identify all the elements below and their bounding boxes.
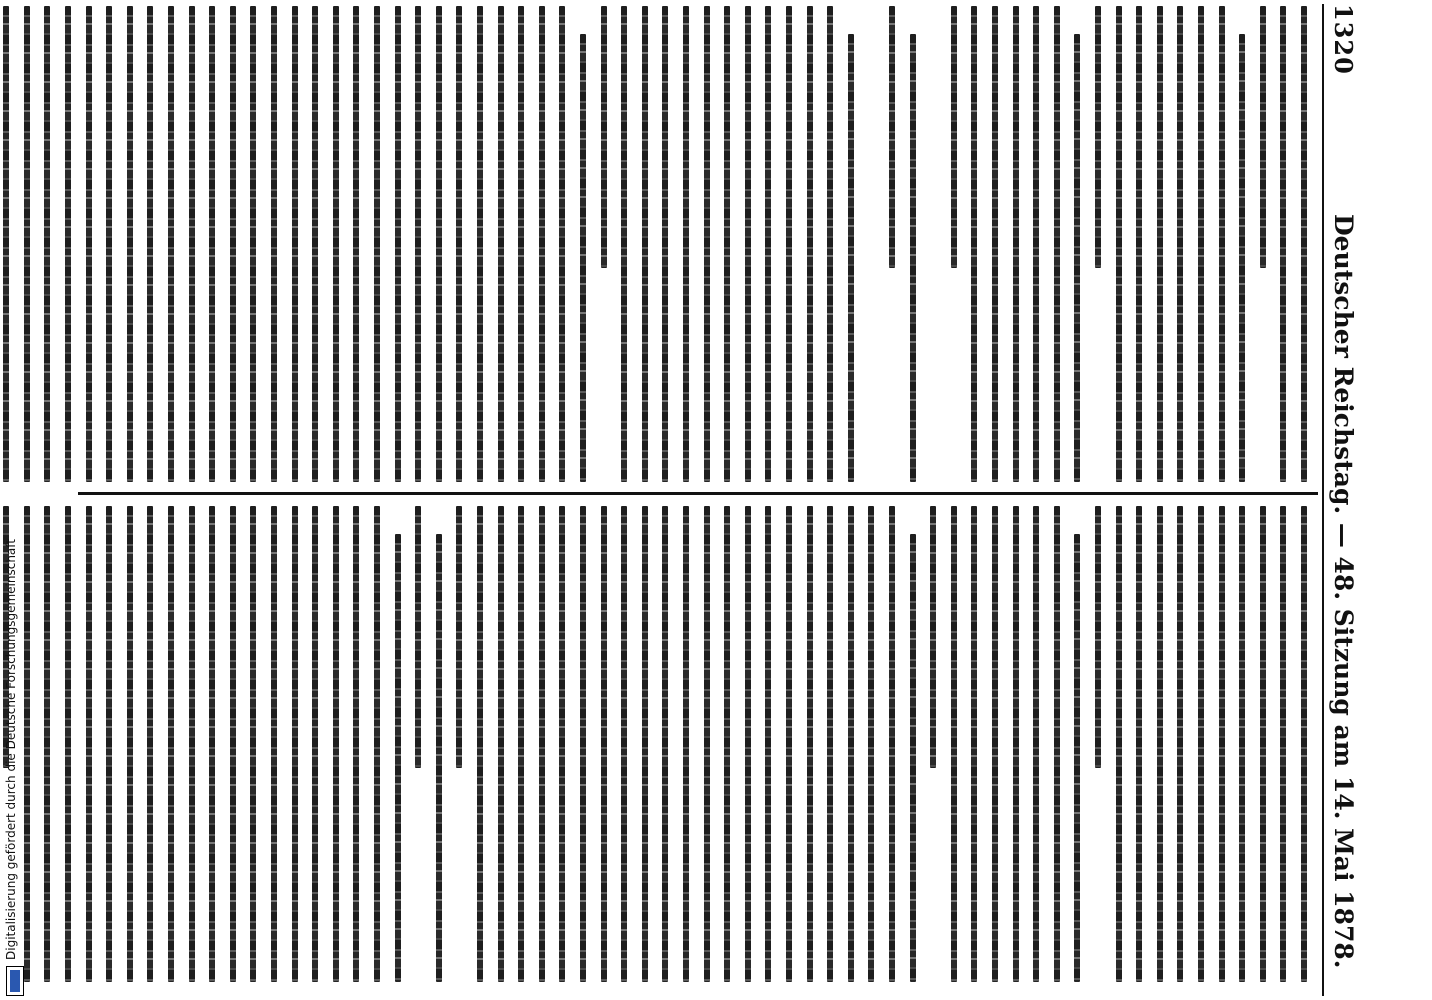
text-line	[1013, 506, 1019, 982]
text-line	[910, 534, 916, 982]
text-line	[189, 6, 195, 482]
text-line	[44, 506, 50, 982]
running-head: Deutscher Reichstag. — 48. Sitzung am 14. Mai 1878.	[1329, 214, 1358, 969]
text-line	[1177, 6, 1183, 482]
text-line	[1198, 6, 1204, 482]
text-line	[1301, 6, 1307, 482]
text-line	[1198, 506, 1204, 982]
text-line	[1116, 506, 1122, 982]
text-line	[271, 6, 277, 482]
text-line	[168, 6, 174, 482]
text-line	[971, 6, 977, 482]
text-line	[395, 6, 401, 482]
text-line	[436, 534, 442, 982]
text-line	[807, 506, 813, 982]
text-line	[44, 6, 50, 482]
text-line	[86, 6, 92, 482]
text-line	[642, 6, 648, 482]
text-line	[1157, 6, 1163, 482]
text-line	[436, 6, 442, 482]
text-line	[807, 6, 813, 482]
text-line	[312, 6, 318, 482]
text-line	[724, 6, 730, 482]
text-line	[868, 506, 874, 982]
text-line	[1033, 6, 1039, 482]
text-line	[189, 506, 195, 982]
right-text-column	[78, 506, 1314, 982]
text-line	[786, 6, 792, 482]
text-line	[65, 506, 71, 982]
text-line	[1136, 6, 1142, 482]
text-line	[910, 34, 916, 482]
text-line	[147, 506, 153, 982]
page-number: 1320	[1329, 4, 1358, 75]
text-line	[106, 506, 112, 982]
digitization-credit-text: Digitalisierung gefördert durch die Deutsche Forschungsgemeinschaft	[4, 538, 18, 960]
dfg-logo-mark	[10, 970, 20, 992]
text-line	[889, 6, 895, 268]
text-line	[827, 506, 833, 982]
text-line	[1219, 6, 1225, 482]
text-line	[456, 6, 462, 482]
text-line	[930, 506, 936, 768]
text-line	[1280, 6, 1286, 482]
text-line	[250, 506, 256, 982]
text-line	[1033, 506, 1039, 982]
text-line	[683, 6, 689, 482]
text-line	[786, 506, 792, 982]
text-line	[209, 506, 215, 982]
header-rule	[1322, 4, 1324, 996]
dfg-logo-icon	[6, 966, 24, 996]
text-line	[971, 506, 977, 982]
text-line	[1260, 6, 1266, 268]
text-line	[992, 506, 998, 982]
text-line	[168, 506, 174, 982]
text-line	[353, 6, 359, 482]
text-line	[1157, 506, 1163, 982]
text-line	[374, 6, 380, 482]
text-line	[230, 6, 236, 482]
left-text-column	[78, 6, 1314, 482]
text-line	[1095, 506, 1101, 768]
text-line	[1074, 34, 1080, 482]
text-line	[765, 6, 771, 482]
text-line	[1301, 506, 1307, 982]
text-line	[333, 6, 339, 482]
text-line	[745, 6, 751, 482]
text-line	[456, 506, 462, 768]
text-line	[1116, 6, 1122, 482]
text-line	[1260, 506, 1266, 982]
text-line	[230, 506, 236, 982]
text-line	[86, 506, 92, 982]
text-line	[271, 506, 277, 982]
text-line	[951, 6, 957, 268]
text-line	[704, 506, 710, 982]
rotated-page-content	[74, 4, 1364, 996]
text-line	[559, 506, 565, 982]
text-line	[724, 506, 730, 982]
text-line	[147, 6, 153, 482]
text-line	[127, 6, 133, 482]
text-line	[1013, 6, 1019, 482]
text-line	[559, 6, 565, 482]
text-line	[312, 506, 318, 982]
text-line	[1239, 34, 1245, 482]
text-line	[518, 506, 524, 982]
text-line	[1074, 534, 1080, 982]
text-line	[539, 6, 545, 482]
column-divider	[78, 492, 1318, 495]
text-line	[662, 6, 668, 482]
text-line	[848, 34, 854, 482]
text-line	[621, 506, 627, 982]
text-line	[1280, 506, 1286, 982]
text-line	[765, 506, 771, 982]
text-line	[1054, 6, 1060, 482]
text-line	[498, 506, 504, 982]
text-line	[951, 506, 957, 982]
text-line	[292, 6, 298, 482]
text-line	[704, 6, 710, 482]
text-line	[65, 6, 71, 482]
text-line	[745, 506, 751, 982]
text-line	[250, 6, 256, 482]
text-line	[1239, 506, 1245, 982]
text-line	[127, 506, 133, 982]
digitization-credit	[4, 0, 26, 1000]
text-line	[642, 506, 648, 982]
text-line	[580, 34, 586, 482]
text-line	[333, 506, 339, 982]
text-line	[415, 506, 421, 768]
page-header	[1324, 4, 1364, 996]
text-line	[580, 506, 586, 982]
text-line	[601, 506, 607, 982]
text-line	[992, 6, 998, 482]
text-line	[1095, 6, 1101, 268]
text-line	[415, 6, 421, 482]
text-line	[683, 506, 689, 982]
text-line	[498, 6, 504, 482]
text-line	[106, 6, 112, 482]
text-line	[209, 6, 215, 482]
text-line	[539, 506, 545, 982]
text-line	[889, 506, 895, 982]
text-line	[353, 506, 359, 982]
text-line	[477, 6, 483, 482]
text-line	[1136, 506, 1142, 982]
text-line	[621, 6, 627, 482]
text-line	[374, 506, 380, 982]
text-line	[1054, 506, 1060, 982]
text-line	[292, 506, 298, 982]
text-line	[601, 6, 607, 268]
text-line	[662, 506, 668, 982]
text-line	[395, 534, 401, 982]
text-line	[1219, 506, 1225, 982]
text-line	[848, 506, 854, 982]
text-line	[827, 6, 833, 482]
text-line	[477, 506, 483, 982]
text-line	[518, 6, 524, 482]
text-line	[1177, 506, 1183, 982]
